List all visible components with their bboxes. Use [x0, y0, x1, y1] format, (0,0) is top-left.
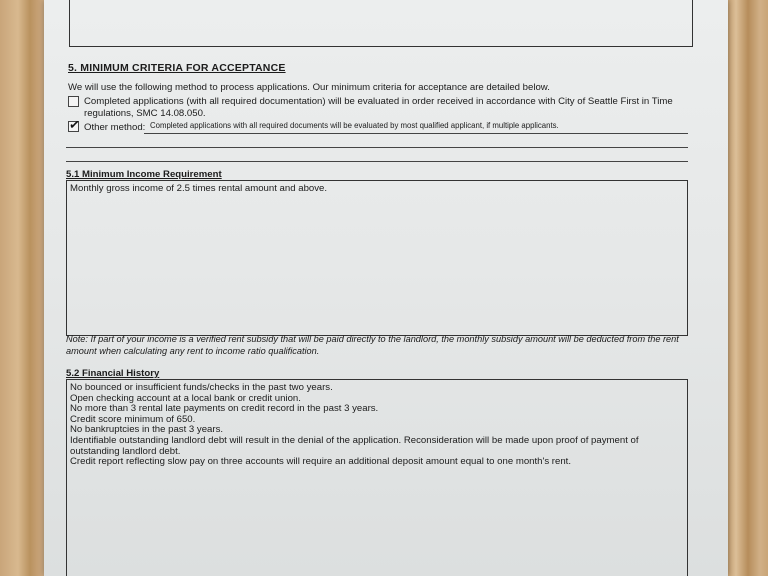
section-5-2-title: 5.2 Financial History	[66, 368, 160, 379]
check-mark-icon: ✓	[68, 116, 81, 133]
income-requirement-text: Monthly gross income of 2.5 times rental amount and above.	[70, 183, 328, 194]
financial-history-text	[67, 380, 687, 471]
other-method-line-1	[144, 133, 688, 134]
financial-history-line: No bankruptcies in the past 3 years.	[70, 424, 224, 436]
section-5-1-title: 5.1 Minimum Income Requirement	[66, 169, 222, 180]
wood-background-right	[726, 0, 768, 576]
previous-section-box	[69, 0, 693, 47]
financial-history-box[interactable]	[66, 379, 688, 576]
financial-history-line: No bounced or insufficient funds/checks in the past two years.	[70, 382, 333, 393]
financial-history-line: No more than 3 rental late payments on credit record in the past 3 years.	[70, 403, 379, 415]
financial-history-line: Credit report reflecting slow pay on three accounts will require an additional deposit amount equal to one month's rent.	[70, 456, 571, 468]
other-method-label: Other method:	[84, 122, 146, 133]
rent-subsidy-note: Note: If part of your income is a verified rent subsidy that will be paid directly to the landlord, the monthly subsidy amount will be deducted from the rent amount when calculating any rent to income ratio qualification.	[66, 334, 679, 356]
income-requirement-box[interactable]	[66, 180, 688, 336]
other-method-line-3[interactable]	[66, 161, 688, 162]
financial-history-line: Open checking account at a local bank or credit union.	[70, 392, 301, 404]
section-5-intro: We will use the following method to process applications. Our minimum criteria for acceptance are detailed below.	[68, 82, 550, 93]
form-page	[44, 0, 728, 576]
first-in-time-checkbox[interactable]	[68, 96, 79, 107]
section-5-title: 5. MINIMUM CRITERIA FOR ACCEPTANCE	[68, 62, 286, 74]
first-in-time-option-text: Completed applications (with all required documentation) will be evaluated in order received in accordance with City of Seattle First in Time regulations, SMC 14.08.050.	[84, 96, 673, 119]
other-method-line-2[interactable]	[66, 147, 688, 148]
financial-history-line: Identifiable outstanding landlord debt will result in the denial of the application. Reconsideration will be made upon proof of payment of outstanding landlord debt.	[70, 434, 639, 457]
other-method-field[interactable]: Completed applications with all required documents will be evaluated by most qualified applicant, if multiple applicants.	[150, 121, 559, 130]
financial-history-line: Credit score minimum of 650.	[70, 413, 196, 425]
